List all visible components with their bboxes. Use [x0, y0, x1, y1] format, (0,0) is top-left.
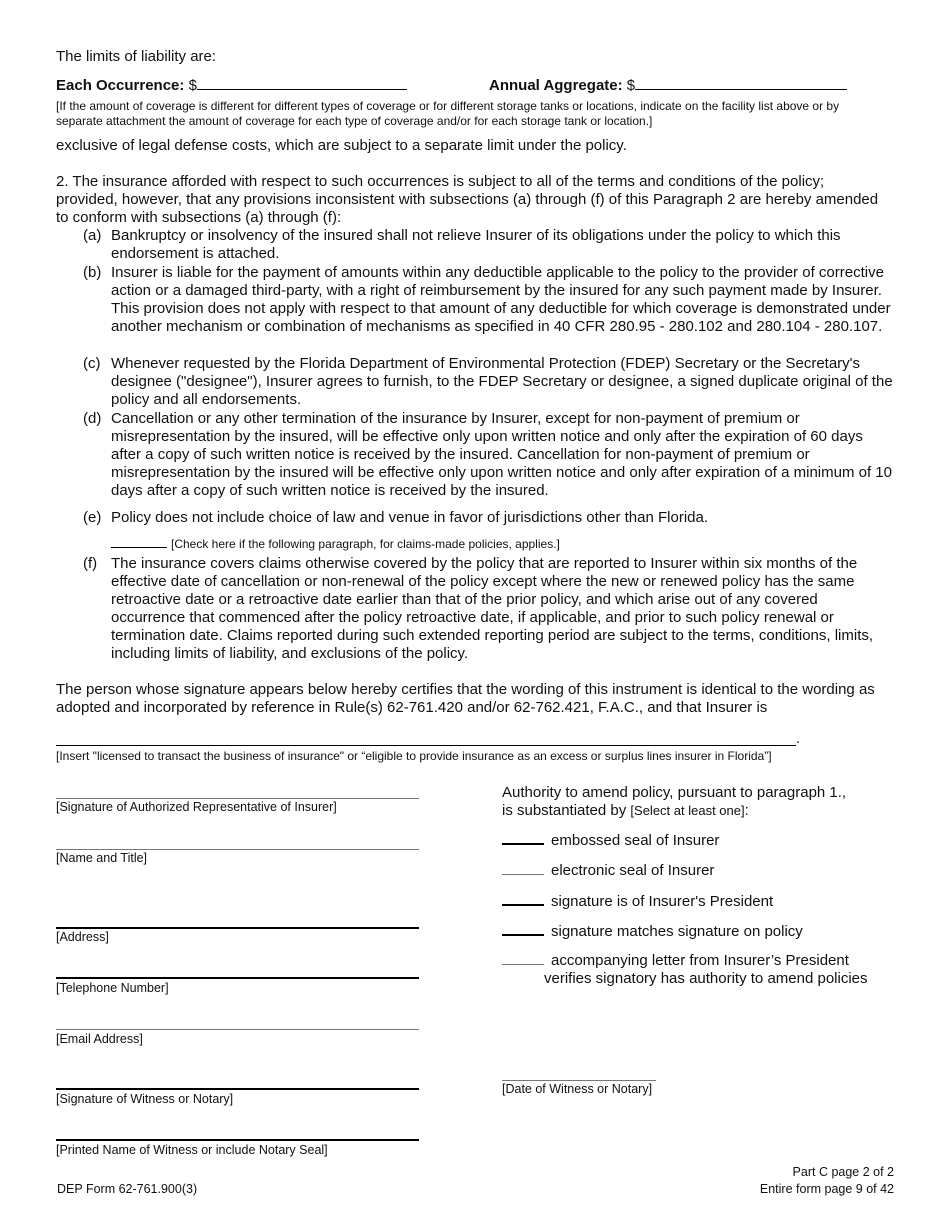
each-occurrence-row [56, 75, 407, 95]
authority-heading-line-2 [502, 802, 882, 820]
claims-made-check-row [111, 536, 560, 551]
list-item [83, 227, 893, 263]
item-label: (a) [83, 227, 102, 244]
option-label: signature matches signature on policy [551, 923, 803, 940]
item-text: Cancellation or any other termination of the insurance by Insurer, except for non-payment of premium or misrepresentation by the insured, will be effective only upon written notice and only after the expiration of 60 days after a copy of such written notice is received by the insured. Cancellation for non-payment of premium or misrepresentation by the insured will be effective only upon written notice and only after expiration of a minimum of 10 days after a copy of such written notice is received by the insured. [111, 410, 892, 499]
name-title-line[interactable] [56, 849, 419, 850]
item-text: Policy does not include choice of law and venue in favor of jurisdictions other than Florida. [111, 509, 709, 526]
email-line[interactable] [56, 1029, 419, 1030]
item-text: Bankruptcy or insolvency of the insured shall not relieve Insurer of its obligations under the policy to which this endorsement is attached. [111, 227, 841, 262]
field-label: [Printed Name of Witness or include Notary Seal] [56, 1143, 328, 1157]
field-label: [Address] [56, 930, 109, 944]
item-text: Whenever requested by the Florida Department of Environmental Protection (FDEP) Secretary or the Secretary's designee ("designee"), Insurer agrees to furnish, to the FDEP Secretary or designee, a signed duplicate original of the policy and all endorsements. [111, 355, 893, 408]
certification-period: . [796, 730, 801, 747]
authority-heading-line-1: Authority to amend policy, pursuant to paragraph 1., [502, 784, 847, 801]
item-text: The insurance covers claims otherwise covered by the policy that are reported to Insurer within six months of the effective date of cancellation or non-renewal of the policy except where the new or renewed policy has the same retroactive date or a retroactive date earlier than that of the prior policy, and which arise out of any covered occurrence that commenced after the policy retroactive date, if applicable, and prior to such policy renewal or termination date. Claims reported during such extended reporting period are subject to the terms, conditions, limits, including limits of liability, and exclusions of the policy. [111, 555, 874, 662]
claims-made-check-note: [Check here if the following paragraph, for claims-made policies, applies.] [171, 537, 560, 551]
page-info [760, 1164, 894, 1198]
annual-aggregate-label: Annual Aggregate: [489, 77, 623, 94]
option-checkbox-blank[interactable] [502, 862, 544, 875]
each-occurrence-currency: $ [188, 77, 197, 94]
insert-note: [Insert "licensed to transact the business of insurance" or “eligible to provide insurance as an excess or surplus lines insurer in Florida”] [56, 749, 772, 763]
list-item [83, 509, 893, 527]
annual-aggregate-row [489, 75, 847, 95]
each-occurrence-label: Each Occurrence: [56, 77, 185, 94]
claims-made-checkbox-blank[interactable] [111, 536, 167, 548]
option-label-continued: verifies signatory has authority to amend policies [544, 970, 868, 987]
option-label: embossed seal of Insurer [551, 832, 720, 849]
witness-date-label: [Date of Witness or Notary] [502, 1082, 653, 1096]
option-checkbox-blank[interactable] [502, 831, 544, 845]
option-label: signature is of Insurer's President [551, 893, 774, 910]
option-checkbox-blank[interactable] [502, 952, 544, 965]
option-label: accompanying letter from Insurer’s President [551, 952, 849, 969]
witness-date-line[interactable] [502, 1080, 656, 1081]
field-label: [Signature of Authorized Representative of Insurer] [56, 800, 337, 814]
option-checkbox-blank[interactable] [502, 922, 544, 936]
list-item [83, 410, 893, 500]
part-page-number: Part C page 2 of 2 [792, 1165, 894, 1179]
witness-printed-name-line[interactable] [56, 1139, 419, 1141]
list-item [83, 264, 893, 336]
authority-heading-colon: : [744, 802, 749, 819]
item-label: (e) [83, 509, 102, 526]
annual-aggregate-amount-field[interactable] [635, 75, 847, 90]
authority-heading-note: [Select at least one] [630, 803, 745, 818]
authority-heading-text: is substantiated by [502, 802, 627, 819]
item-text: Insurer is liable for the payment of amounts within any deductible applicable to the policy to the provider of corrective action or a damaged third-party, with a right of reimbursement by the insured for any such payment made by Insurer. This provision does not apply with respect to that amount of any deductible for which coverage is demonstrated under another mechanism or combination of mechanisms as specified in 40 CFR 280.95 - 280.102 and 280.104 - 280.107. [111, 264, 891, 335]
field-label: [Telephone Number] [56, 981, 169, 995]
item-label: (f) [83, 555, 98, 572]
paragraph-2-intro: 2. The insurance afforded with respect to such occurrences is subject to all of the terms and conditions of the policy; provided, however, that any provisions inconsistent with subsections (a) through (f) of this Paragraph 2 are hereby amended to conform with subsections (a) through (f): [56, 173, 879, 226]
annual-aggregate-currency: $ [626, 77, 636, 94]
authority-option [502, 952, 892, 988]
authority-option [502, 922, 803, 941]
item-label: (c) [83, 355, 101, 372]
insurer-status-line[interactable] [56, 745, 796, 746]
limits-intro: The limits of liability are: [56, 48, 217, 65]
item-label: (b) [83, 264, 102, 281]
item-label: (d) [83, 410, 102, 427]
coverage-note: [If the amount of coverage is different for different types of coverage or for different storage tanks or locations, indicate on the facility list above or by separate attachment the amount of coverage for each type of coverage and/or for each storage tank or location.] [56, 99, 840, 128]
form-id: DEP Form 62-761.900(3) [57, 1182, 198, 1196]
each-occurrence-amount-field[interactable] [197, 75, 407, 90]
entire-page-number: Entire form page 9 of 42 [759, 1182, 894, 1196]
authority-option [502, 892, 773, 911]
list-item [83, 355, 893, 409]
field-label: [Name and Title] [56, 851, 148, 865]
exclusive-text: exclusive of legal defense costs, which are subject to a separate limit under the policy. [56, 137, 627, 154]
option-label: electronic seal of Insurer [551, 862, 715, 879]
telephone-line[interactable] [56, 977, 419, 979]
authority-option [502, 862, 714, 880]
certification-text: The person whose signature appears below hereby certifies that the wording of this instrument is identical to the wording as adopted and incorporated by reference in Rule(s) 62-761.420 and/or 62-762.421, F.A.C., and that Insurer is [56, 681, 875, 716]
authority-option [502, 831, 719, 850]
authority-heading [502, 784, 882, 820]
address-line[interactable] [56, 927, 419, 929]
list-item [83, 555, 893, 663]
field-label: [Email Address] [56, 1032, 143, 1046]
field-label: [Signature of Witness or Notary] [56, 1092, 234, 1106]
authorized-signature-line[interactable] [56, 798, 419, 799]
option-checkbox-blank[interactable] [502, 892, 544, 906]
witness-signature-line[interactable] [56, 1088, 419, 1090]
